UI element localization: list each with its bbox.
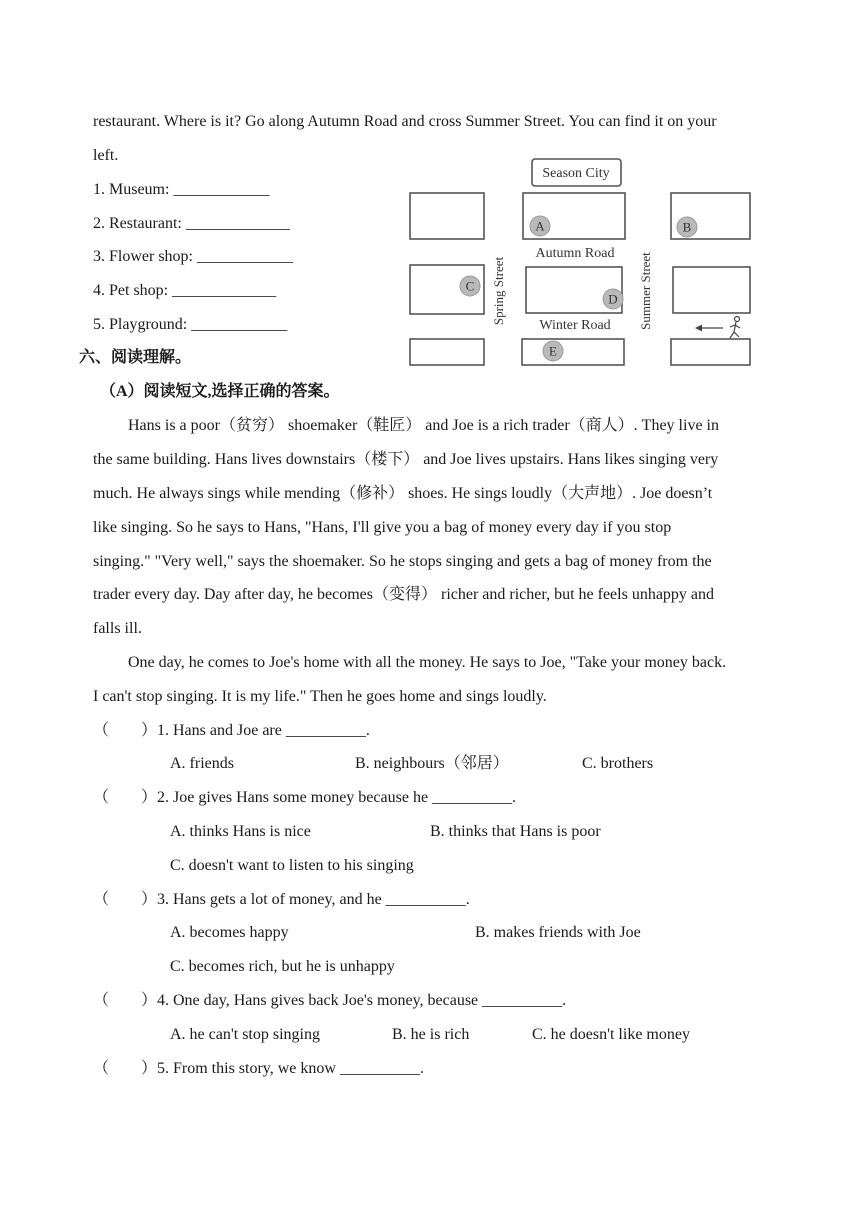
summer-street-label: Summer Street <box>638 252 653 330</box>
autumn-road-label: Autumn Road <box>535 246 615 261</box>
question-3-option-a: A. becomes happy <box>170 924 289 941</box>
marker-c <box>460 276 480 296</box>
section-heading: 六、阅读理解。 <box>79 349 192 366</box>
passage-line-6: trader every day. Day after day, he becomes（变得） richer and richer, but he feels unhappy and <box>93 586 715 603</box>
intro-line-1: restaurant. Where is it? Go along Autumn Road and cross Summer Street. You can find it on your <box>93 113 717 130</box>
fill-in-playground: 5. Playground: ____________ <box>93 316 288 333</box>
question-2-option-a: A. thinks Hans is nice <box>170 823 311 840</box>
svg-text:E: E <box>549 343 557 359</box>
winter-road-label: Winter Road <box>539 318 611 333</box>
block-mid-right <box>673 267 750 313</box>
question-2-option-c: C. doesn't want to listen to his singing <box>170 857 414 874</box>
passage-line-8: One day, he comes to Joe's home with all the money. He says to Joe, "Take your money back. <box>128 654 727 671</box>
question-4-option-c: C. he doesn't like money <box>532 1026 690 1043</box>
block-bottom-left <box>410 339 484 365</box>
question-1-option-b: B. neighbours（邻居） <box>355 755 509 772</box>
passage-line-5: singing." "Very well," says the shoemaker. So he stops singing and gets a bag of money from the <box>93 553 712 570</box>
block-bottom-right <box>671 339 750 365</box>
intro-line-2: left. <box>93 147 119 164</box>
svg-text:C: C <box>465 278 475 294</box>
question-3-stem: （ ）3. Hans gets a lot of money, and he __________. <box>93 891 470 908</box>
question-4-stem: （ ）4. One day, Hans gives back Joe's money, because __________. <box>93 992 567 1009</box>
question-2-stem: （ ）2. Joe gives Hans some money because he __________. <box>93 789 517 806</box>
svg-text:A: A <box>535 218 545 234</box>
question-3-option-b: B. makes friends with Joe <box>475 924 641 941</box>
passage-line-7: falls ill. <box>93 620 142 637</box>
question-2-option-b: B. thinks that Hans is poor <box>430 823 601 840</box>
question-1-stem: （ ）1. Hans and Joe are __________. <box>93 722 370 739</box>
marker-b <box>677 217 697 237</box>
fill-in-flower-shop: 3. Flower shop: ____________ <box>93 248 293 265</box>
passage-line-1: Hans is a poor（贫穷） shoemaker（鞋匠） and Joe is a rich trader（商人）. They live in <box>128 417 719 434</box>
direction-arrow-icon <box>695 325 723 332</box>
question-1-option-a: A. friends <box>170 755 234 772</box>
season-city-map <box>405 155 757 370</box>
passage-line-4: like singing. So he says to Hans, "Hans, I'll give you a bag of money every day if you stop <box>93 519 672 536</box>
fill-in-restaurant: 2. Restaurant: _____________ <box>93 215 290 232</box>
block-bottom-center <box>522 339 624 365</box>
fill-in-museum: 1. Museum: ____________ <box>93 181 270 198</box>
question-3-option-c: C. becomes rich, but he is unhappy <box>170 958 395 975</box>
passage-line-3: much. He always sings while mending（修补） shoes. He sings loudly（大声地）. Joe doesn’t <box>93 485 713 502</box>
question-4-option-b: B. he is rich <box>392 1026 470 1043</box>
question-1-option-c: C. brothers <box>582 755 654 772</box>
svg-text:B: B <box>682 219 692 235</box>
marker-a <box>530 216 550 236</box>
walking-person-icon <box>730 317 740 339</box>
passage-line-2: the same building. Hans lives downstairs（楼下） and Joe lives upstairs. Hans likes singing very <box>93 451 719 468</box>
passage-line-9: I can't stop singing. It is my life." Then he goes home and sings loudly. <box>93 688 547 705</box>
spring-street-label: Spring Street <box>491 256 506 326</box>
marker-e <box>543 341 563 361</box>
svg-text:D: D <box>608 291 618 307</box>
question-4-option-a: A. he can't stop singing <box>170 1026 320 1043</box>
section-sub-heading: （A）阅读短文,选择正确的答案。 <box>100 383 340 400</box>
question-5-stem: （ ）5. From this story, we know __________. <box>93 1060 424 1077</box>
map-title: Season City <box>542 166 610 181</box>
fill-in-pet-shop: 4. Pet shop: _____________ <box>93 282 277 299</box>
block-top-left <box>410 193 484 239</box>
marker-d <box>603 289 623 309</box>
